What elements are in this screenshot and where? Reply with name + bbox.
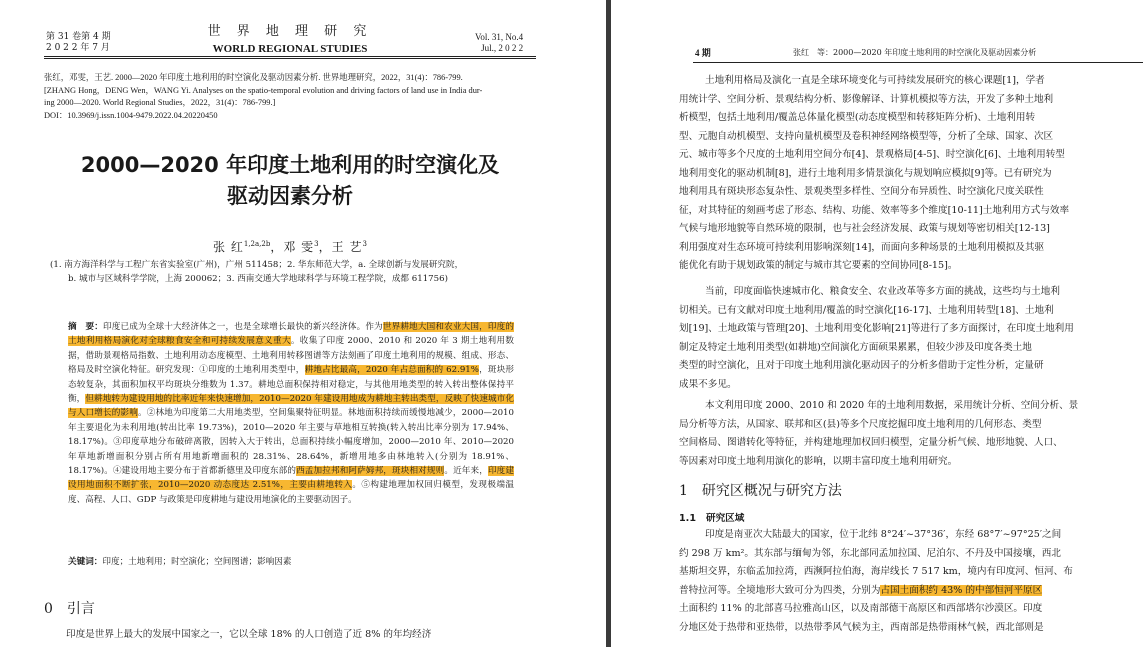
journal-name-en: WORLD REGIONAL STUDIES [212,43,368,55]
right-page [611,0,1143,647]
text-line: 切相关。已有文献对印度土地利用/覆盖的时空演化[16-17]、土地利用转型[18]、土地利 [679,304,1054,316]
text-line: 类型的时空演化，且对于印度土地利用演化驱动因子的分析多借助于定性分析，定量研 [679,360,1044,371]
text-line: 本文利用印度 2000、2010 和 2020 年的土地利用数据，采用统计分析、空间分析、景 [705,400,1079,411]
authors [44,236,536,255]
text-line: 土地利用格局及演化一直是全球环境变化与可持续发展研究的核心课题[1]，学者 [705,75,1045,86]
highlighted-text: 印度建设用地面积不断扩张，2010—2020 动态度达 2.51%，主要由耕地转入 [68,466,514,491]
author-affil-mark: 1,2a,2b [243,240,271,248]
header-rule [44,56,536,57]
affiliations [50,258,540,286]
body-paragraph-2 [679,283,1143,394]
text-line: 能优化有助于规划政策的制定与城市其它要素的空间协同[8-15]。 [679,260,958,271]
text-line: 利用强度对生态环境可持续利用影响深刻[14]，而面向多种场景的土地利用模拟及其驱 [679,241,1045,253]
running-title: 张红 等：2000—2020 年印度土地利用的时空演化及驱动因素分析 [793,48,1037,57]
volume-en: Vol. 31, No.4 [475,32,524,42]
text-line: 型、元胞自动机模型、支持向量机模型及卷积神经网络模型等，分析了全球、国家、次区 [679,130,1054,142]
running-header [695,48,1143,59]
author-affil-mark: 3 [314,240,319,248]
header-rule [693,62,1143,63]
section-number: 1 [679,483,688,499]
text-line: 地利用变化的驱动机制[8]，进行土地利用多情景演化与规划响应模拟[9]等。已有研究为 [679,167,1052,179]
highlighted-text: 占国土面积约 43% 的中部恒河平原区 [880,584,1043,596]
text-line: 制定及特定土地利用类型(如耕地)空间演化方面硕果累累，但较少涉及印度各类土地 [679,341,1032,353]
highlighted-text: 但耕地转为建设用地的比率近年来快速增加，2010—2020 年建设用地成为耕地主转出类型，反映了快速城市化与人口增长的影响 [68,394,514,419]
doi: DOI：10.3969/j.issn.1004-9479.2022.04.20220450 [44,110,218,120]
text-line: 用统计学、空间分析、景观结构分析、影像解译、计算机模拟等方法，开发了多种土地利 [679,93,1054,105]
abstract-text: ，斑块形态较复杂，其面积加权平均斑块分维数为 1.37。耕地总面积保持相对稳定，与其他用地类型的转入转出整体保持平衡， [68,365,514,405]
date-en: Jul., 2 0 2 2 [481,43,524,53]
section-number: 0 [44,601,53,617]
keywords-label: 关键词： [68,557,103,567]
citation-en-line1: [ZHANG Hong，DENG Wen，WANG Yi. Analyses on the spatio-temporal evolution and driving factors of land use in India dur- [44,85,483,95]
author-name: ，邓 雯 [270,240,315,254]
author-name: ，王 艺 [318,240,363,254]
section-title: 引言 [66,601,95,617]
section-title: 研究区概况与研究方法 [701,483,842,499]
body-paragraph-3 [679,397,1143,471]
author-name: 张 红 [213,240,244,254]
affiliation-line: (1. 南方海洋科学与工程广东省实验室(广州)，广州 511458；2. 华东师范大学，a. 全球创新与发展研究院， [50,260,464,270]
body-paragraph-4 [679,526,1143,637]
text-line: 析模型，包括土地利用/覆盖总体量化模型(动态度模型和转移矩阵分析)、土地利用转 [679,112,1036,123]
text-line: 印度是南亚次大陆最大的国家，位于北纬 8°24′~37°36′，东经 68°7′~97°25′之间 [705,529,1062,540]
subsection-heading-1-1 [679,513,744,525]
text-line: 局分析等方法，从国家、联邦和区(县)等多个尺度挖掘印度土地利用的几何形态、类型 [679,418,1042,430]
abstract-body [68,322,514,505]
header-rule-double [44,58,536,59]
title-line1: 2000—2020 年印度土地利用的时空演化及 [80,153,500,177]
author-affil-mark: 3 [362,240,367,248]
text-line: 气候与地形地貌等自然环境的限制，也与社会经济发展、政策与规划等密切相关[12-13] [679,223,1050,234]
citation-block [44,72,540,122]
volume-cn: 第 31 卷第 4 期 [46,32,111,42]
text-line: 土面积约 11% 的北部喜马拉雅高山区，以及南部德干高原区和西部塔尔沙漠区。印度 [679,603,1043,614]
text-line: 基斯坦交界，东临孟加拉湾，西濒阿拉伯海，海岸线长 7 517 km，境内有印度河、恒河、布 [679,566,1073,577]
highlighted-text: 西孟加拉邦和阿萨姆邦，斑块相对规则 [296,466,445,477]
text-line: 分地区处于热带和亚热带，以热带季风气候为主，西南部是热带雨林气候，西北部则是 [679,621,1044,633]
text-line: 空间格局、图谱转化等特征，并构建地理加权回归模型，定量分析气候、地形地貌、人口、 [679,437,1063,448]
keywords [68,555,514,569]
paper-title [44,150,536,212]
body-paragraph-1 [679,72,1143,276]
date-cn: 2 0 2 2 年 7 月 [46,43,110,53]
abstract-text: 。⑤构建地理加权回归模型，发现极端温度、高程、人口、GDP 与政策是印度耕地与建设用地演化的主要驱动因子。 [68,480,514,505]
subsection-number: 1.1 [679,513,696,524]
intro-paragraph: 印度是世界上最大的发展中国家之一，它以全球 18% 的人口创造了近 8% 的年均经济 [66,629,432,640]
abstract-label: 摘 要： [68,322,103,332]
abstract-text: 。②林地为印度第二大用地类型，空间集聚特征明显。林地面积持续而缓慢地减少，2000—2010 年主要退化为未利用地(转出比率 19.73%)，2010—2020 年主要与草地相互转换(转入转出比率分别为 17.94%、18.17%)。③印度草地分布破碎离散，因转入大于转出，总面积持续小幅度增加，2000—2010 年、2010—2020 年草地新增面积分别占所有用地新增面积的 28.31%、28.64%，新增用地多由林地转入(分别为 18.91%、18.17%)。④建设用地主要分布于首都新德里及印度东部的 [68,408,514,477]
highlighted-text: 耕地占比最高，2020 年占总面积的 62.91% [304,365,479,376]
text-line [679,582,1143,601]
abstract-text: 。收集了印度 2000、2010 和 2020 年 3 期土地利用数据，借助景观格局指数、土地利用动态度模型、土地利用转移图谱等方法刻画了印度土地利用的规模、组成、形态、格局及时空演化特征。研究发现：①印度的土地利用类型中， [68,336,514,376]
abstract [68,320,514,507]
text-line: 等因素对印度土地利用演化的影响，以期丰富印度土地利用研究。 [679,455,958,467]
abstract-text: 印度已成为全球十大经济体之一，也是全球增长最快的新兴经济体。作为 [103,322,383,332]
text-line: 元、城市等多个尺度的土地利用空间分布[4]、景观格局[4-5]、时空演化[6]、土地利用转型 [679,149,1065,160]
title-line2: 驱动因素分析 [227,184,353,208]
section-heading-1 [679,482,842,500]
text-line: 约 298 万 km²。其东部与缅甸为邻，东北部同孟加拉国、尼泊尔、不丹及中国接壤，西北 [679,547,1061,559]
issue-label: 4 期 [695,48,711,58]
citation-cn: 张红，邓雯，王艺. 2000—2020 年印度土地利用的时空演化及驱动因素分析. 世界地理研究，2022，31(4)：786-799. [44,73,463,82]
section-heading-intro [44,600,95,618]
journal-name-cn: 世 界 地 理 研 究 [207,24,373,39]
text-line: 当前，印度面临快速城市化、粮食安全、农业改革等多方面的挑战，这些均与土地利 [705,286,1060,297]
affiliation-line: b. 城市与区域科学学院，上海 200062；3. 西南交通大学地球科学与环境工程学院，成都 611756) [68,274,448,284]
highlighted-text: 世界耕地大国和农业大国，印度的土地利用格局演化对全球粮食安全和可持续发展意义重大 [68,322,514,347]
subsection-title: 研究区域 [706,513,745,524]
volume-info-cn [46,32,111,54]
keywords-list: 印度；土地利用；时空演化；空间图谱；影响因素 [102,557,292,567]
abstract-text: 。近年来， [444,466,488,477]
text-line: 地利用具有斑块形态复杂性、景观类型多样性、空间分布异质性、时空演化尺度关联性 [679,186,1044,197]
text-line: 划[19]、土地政策与管理[20]、土地利用变化影响[21]等进行了多方面探讨，在印度土地利用 [679,323,1074,334]
journal-header [190,24,390,56]
citation-en-line2: ing 2000—2020. World Regional Studies，2022，31(4)：786-799.] [44,98,276,107]
text-line: 征，对其特征的刻画考虑了形态、结构、功能、效率等多个维度[10-11]土地利用方式与效率 [679,204,1070,216]
text-span: 普特拉河等。全境地形大致可分为四类，分别为 [679,584,881,596]
volume-info-en [475,32,523,54]
text-line: 成果不多见。 [679,378,737,390]
